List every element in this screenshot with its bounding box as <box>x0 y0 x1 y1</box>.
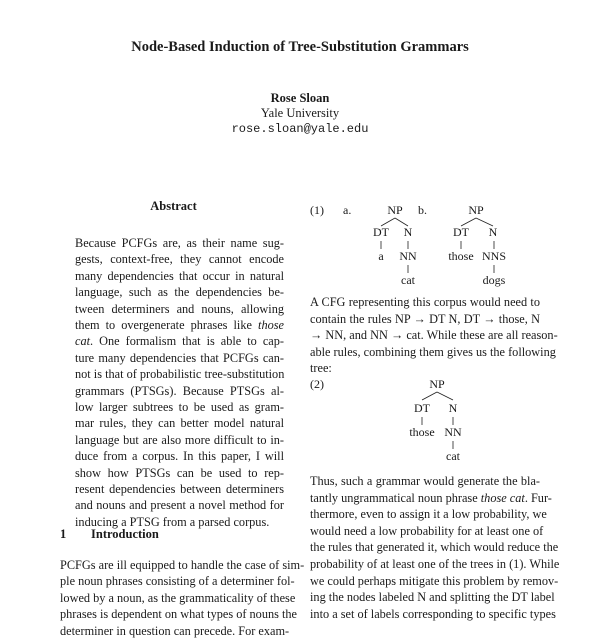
tree-leaf: a <box>378 249 384 263</box>
emphasis: cat <box>75 334 91 349</box>
example-1-number: (1) <box>310 203 324 217</box>
tree-leaf: those <box>448 249 474 263</box>
text-line: we could perhaps mitigate this problem by remov- <box>310 573 559 588</box>
text-line: tree: <box>310 361 332 376</box>
text-line: not is that of probabilistic tree-substitution <box>75 367 285 382</box>
text-line: Thus, such a grammar would generate the bla- <box>310 474 540 488</box>
author-affiliation: Yale University <box>260 106 340 120</box>
tree-node: N <box>403 225 413 239</box>
tree-node: DT <box>414 401 430 415</box>
abstract-heading: Abstract <box>150 199 197 213</box>
example-1b-label: b. <box>418 203 427 217</box>
tree-node: NP <box>429 377 445 391</box>
text-line: low larger subtrees to be used as gram- <box>75 400 284 414</box>
text-line: determiner in question can precede. For exam- <box>60 623 290 638</box>
tree-leaf: cat <box>446 449 460 463</box>
text-line: many dependencies that occur in natural <box>75 268 284 283</box>
section-heading: Introduction <box>91 527 159 541</box>
text-line: thermore, even to assign it a low probability, we <box>310 507 547 522</box>
text-line: contain the rules NP → DT N, DT → those, N <box>310 311 540 326</box>
author-email: rose.sloan@yale.edu <box>231 122 369 136</box>
text-line: ture many dependencies that PCFGs can- <box>75 350 284 365</box>
text-line: tantly ungrammatical noun phrase those cat. Fur- <box>310 490 552 505</box>
section-number: 1 <box>60 527 67 541</box>
text-line: them to overgenerate phrases like those <box>75 318 284 332</box>
text-line: and nouns and present a novel method for <box>75 498 284 513</box>
text-line: show how PTSGs can be used to rep- <box>75 465 284 480</box>
text-line: probability of at least one of the trees in (1). While <box>310 557 560 571</box>
text-line: would need a low probability for at least one of <box>310 523 544 538</box>
tree-1a <box>373 203 417 287</box>
text-line: language, such as the dependencies be- <box>75 285 284 300</box>
tree-node: DT <box>453 225 469 239</box>
text-line: A CFG representing this corpus would need to <box>310 295 540 309</box>
text-line: ing the nodes labeled N and splitting the DT label <box>310 590 555 605</box>
example-2-number: (2) <box>310 377 324 391</box>
author-name: Rose Sloan <box>270 91 330 105</box>
tree-node: NN <box>444 425 462 439</box>
tree-node: N <box>488 225 498 239</box>
text-line: phrases is dependent on what types of nouns the <box>60 607 298 622</box>
tree-node: N <box>448 401 458 415</box>
text-line: grammars (PTSGs). Because PTSGs al- <box>75 383 284 398</box>
text-line: PCFGs are ill equipped to handle the case of sim- <box>60 558 305 572</box>
text-line: → NN, and NN → cat. While these are all reason- <box>310 328 558 343</box>
tree-leaf: cat <box>401 273 415 287</box>
text-line: able rules, combining them gives us the following <box>310 344 556 359</box>
text-line: Because PCFGs are, as their name sug- <box>75 236 284 250</box>
emphasis: those cat <box>480 490 525 505</box>
text-line: the rules that generated it, which would reduce the <box>310 540 559 555</box>
tree-1b <box>448 203 506 287</box>
text-line: language but are also more difficult to in- <box>75 432 284 447</box>
tree-2 <box>409 377 462 463</box>
text-line: tween determiners and nouns, allowing <box>75 301 284 316</box>
text-line: into a set of labels corresponding to specific types <box>310 606 556 621</box>
text-line: resent dependencies between determiners <box>75 482 284 496</box>
tree-leaf: dogs <box>482 273 506 287</box>
text-line: inducing a PTSG from a parsed corpus. <box>75 514 270 529</box>
text-line: mar rules, they can better model natural <box>75 416 284 431</box>
tree-node: NP <box>468 203 484 217</box>
tree-node: NP <box>387 203 403 217</box>
paper-title: Node-Based Induction of Tree-Substitution Grammars <box>131 39 469 55</box>
example-1a-label: a. <box>343 203 352 217</box>
text-line: lowed by a noun, as the grammaticality of these <box>60 590 296 605</box>
tree-leaf: those <box>409 425 435 439</box>
text-line: gests, context-free, they cannot encode <box>75 252 284 267</box>
tree-node: NN <box>399 249 417 263</box>
tree-node: DT <box>373 225 389 239</box>
text-line: cat. One formalism that is able to cap- <box>75 334 284 349</box>
text-line: ple noun phrases consisting of a determiner fol- <box>60 574 295 589</box>
text-line: duce from a corpus. In this paper, I will <box>75 449 284 464</box>
emphasis: those <box>258 318 284 332</box>
tree-node: NNS <box>481 249 507 263</box>
